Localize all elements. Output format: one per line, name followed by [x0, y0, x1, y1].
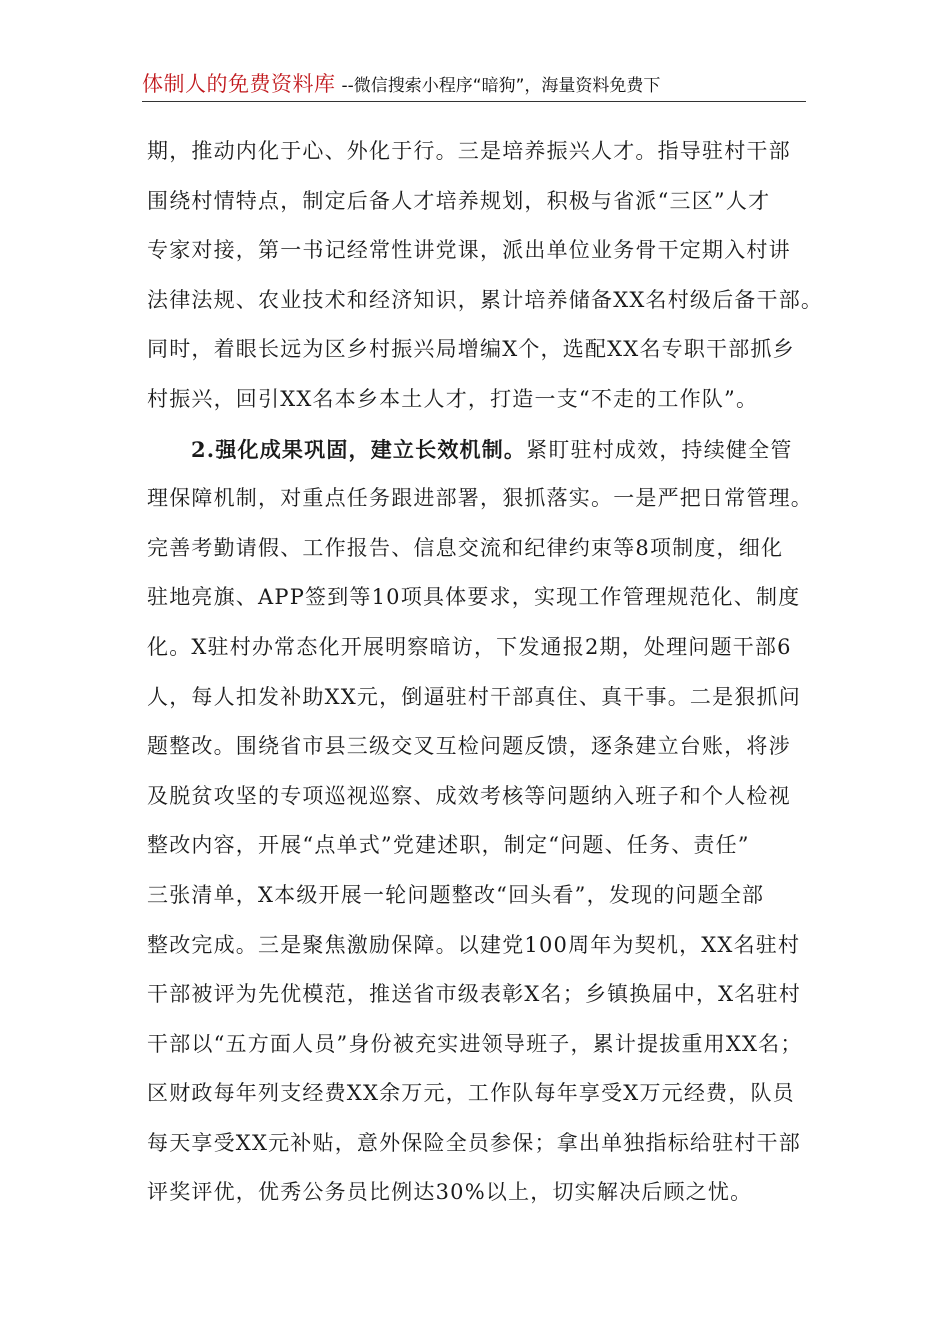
text-line: 题整改。围绕省市县三级交叉互检问题反馈，逐条建立台账，将涉	[147, 734, 791, 759]
text-line: 村振兴，回引XX名本乡本土人才，打造一支“不走的工作队”。	[147, 386, 759, 411]
text-line: 完善考勤请假、工作报告、信息交流和纪律约束等8项制度，细化	[147, 535, 784, 560]
text-line: 干部被评为先优模范，推送省市级表彰X名；乡镇换届中，X名驻村	[147, 982, 801, 1007]
text-line: 干部以“五方面人员”身份被充实进领导班子，累计提拔重用XX名；	[147, 1031, 803, 1056]
text-line: 每天享受XX元补贴，意外保险全员参保；拿出单独指标给驻村干部	[147, 1130, 801, 1155]
text-line: 法律法规、农业技术和经济知识，累计培养储备XX名村级后备干部。	[147, 287, 824, 312]
header-subtitle: --微信搜索小程序“暗狗”，海量资料免费下	[341, 76, 661, 96]
text-line: 期，推动内化于心、外化于行。三是培养振兴人才。指导驻村干部	[147, 139, 791, 163]
text-line: 区财政每年列支经费XX余万元，工作队每年享受X万元经费，队员	[147, 1081, 795, 1106]
text-line: 整改内容，开展“点单式”党建述职，制定“问题、任务、责任”	[147, 833, 750, 858]
text-line: 驻地亮旗、APP签到等10项具体要求，实现工作管理规范化、制度	[147, 585, 801, 610]
paragraph-2	[147, 425, 813, 1219]
text-line: 人，每人扣发补助XX元，倒逼驻村干部真住、真干事。二是狠抓问	[147, 684, 801, 709]
page-header	[142, 68, 806, 102]
section-heading-rest: 紧盯驻村成效，持续健全管	[526, 437, 793, 462]
text-line: 化。X驻村办常态化开展明察暗访，下发通报2期，处理问题干部6	[147, 634, 792, 659]
text-line: 评奖评优，优秀公务员比例达30%以上，切实解决后顾之忧。	[147, 1180, 753, 1205]
text-line: 专家对接，第一书记经常性讲党课，派出单位业务骨干定期入村讲	[147, 238, 791, 263]
section-heading: 2.强化成果巩固，建立长效机制。	[191, 436, 527, 462]
text-line: 及脱贫攻坚的专项巡视巡察、成效考核等问题纳入班子和个人检视	[147, 783, 791, 808]
paragraph-1	[147, 127, 824, 425]
text-line: 同时，着眼长远为区乡村振兴局增编X个，选配XX名专职干部抓乡	[147, 337, 795, 362]
section-heading-line	[147, 425, 807, 475]
text-line: 理保障机制，对重点任务跟进部署，狠抓落实。一是严把日常管理。	[147, 486, 813, 511]
document-body	[147, 127, 824, 1218]
header-divider	[142, 101, 806, 102]
header-brand: 体制人的免费资料库	[142, 72, 336, 96]
text-line: 整改完成。三是聚焦激励保障。以建党100周年为契机，XX名驻村	[147, 932, 801, 957]
text-line: 三张清单，X本级开展一轮问题整改“回头看”，发现的问题全部	[147, 882, 765, 907]
text-line: 围绕村情特点，制定后备人才培养规划，积极与省派“三区”人才	[147, 188, 771, 213]
